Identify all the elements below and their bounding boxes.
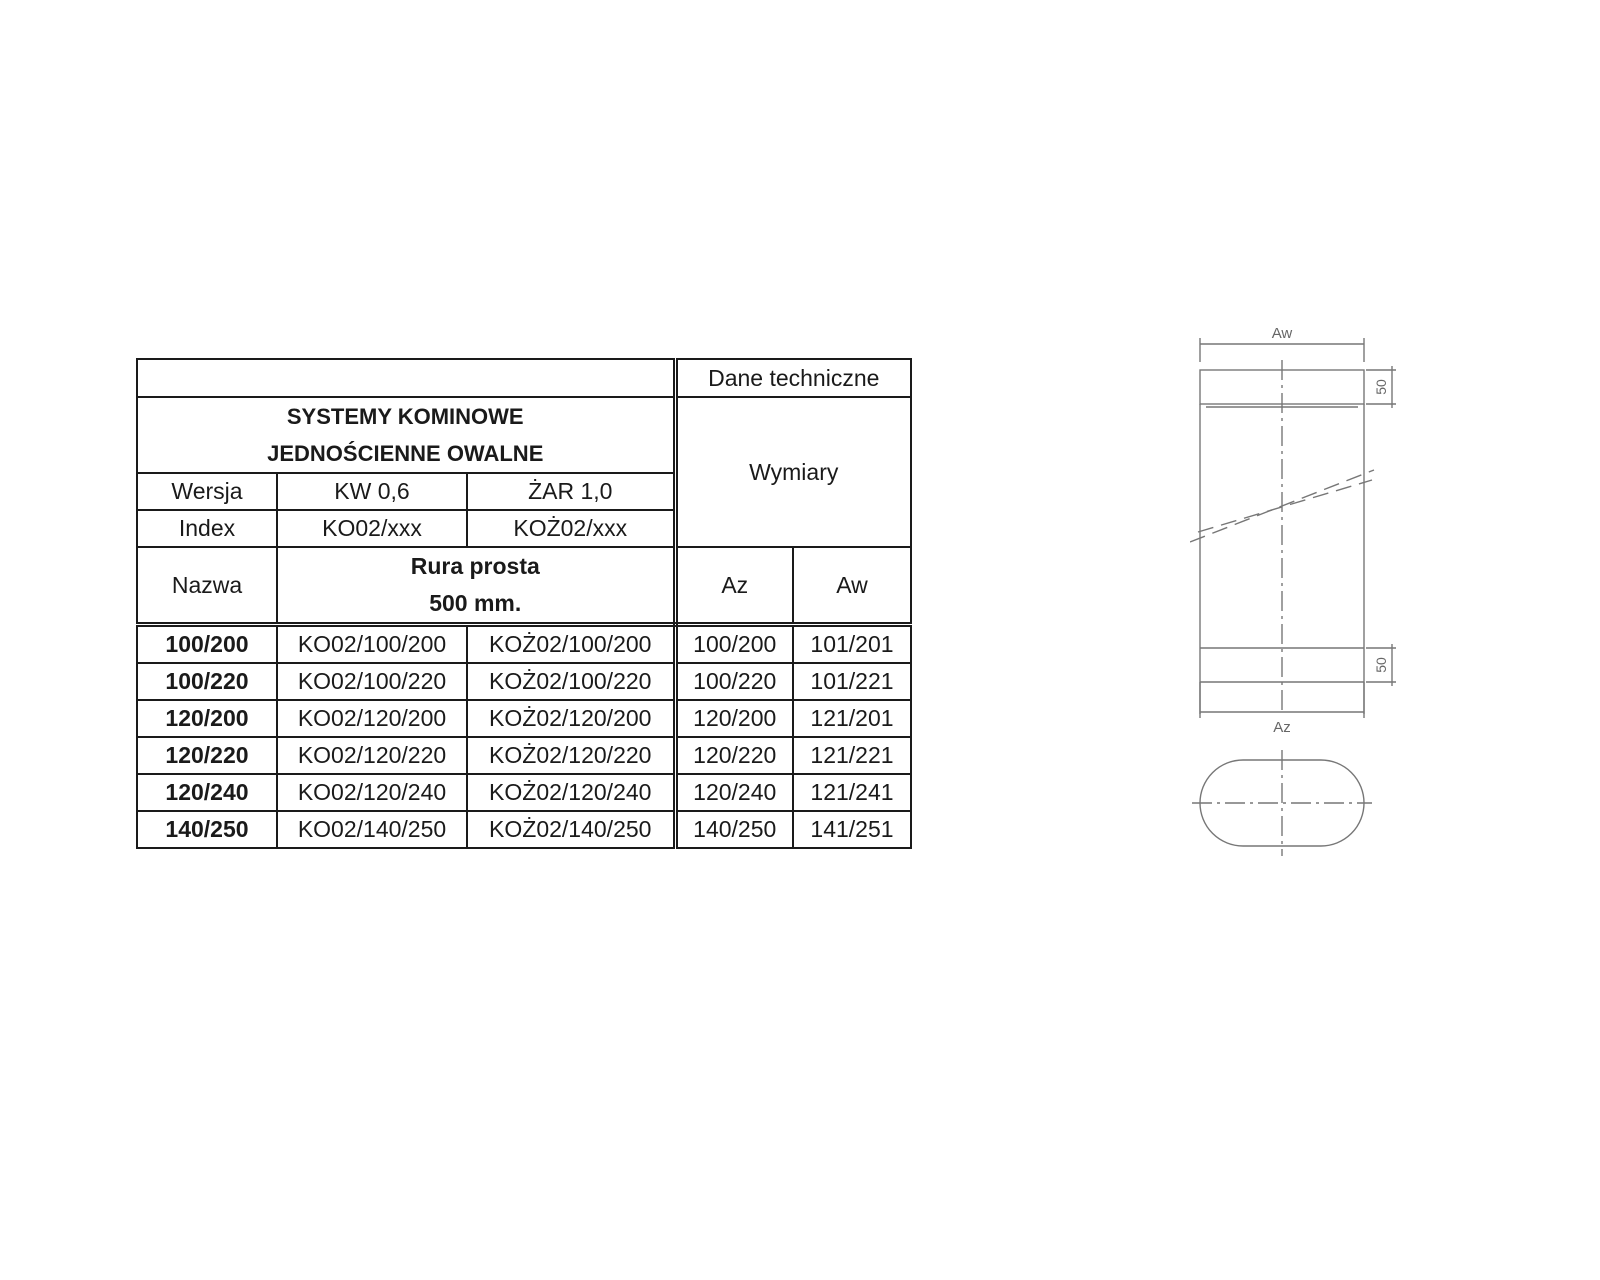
wersja-kw: KW 0,6 [277, 473, 467, 510]
table-row [137, 700, 911, 737]
row-kw-index: KO02/100/220 [277, 663, 467, 700]
az-label: Az [675, 547, 793, 625]
row-zar-index: KOŻ02/120/220 [467, 737, 675, 774]
top-collar-dimension: 50 [1373, 379, 1389, 395]
row-az: 140/250 [675, 811, 793, 848]
row-nazwa: 120/200 [137, 700, 277, 737]
index-label: Index [137, 510, 277, 547]
pipe-technical-drawing [1190, 320, 1430, 890]
title-line-1: SYSTEMY KOMINOWE [286, 404, 524, 429]
row-kw-index: KO02/140/250 [277, 811, 467, 848]
bottom-collar-dimension: 50 [1373, 657, 1389, 673]
product-line-1: Rura prosta [410, 553, 540, 579]
wersja-zar: ŻAR 1,0 [467, 473, 675, 510]
az-dimension-label: Az [1273, 719, 1291, 736]
row-aw: 141/251 [793, 811, 911, 848]
row-zar-index: KOŻ02/140/250 [467, 811, 675, 848]
row-az: 120/240 [675, 774, 793, 811]
row-nazwa: 140/250 [137, 811, 277, 848]
row-nazwa: 100/220 [137, 663, 277, 700]
header-empty-cell [137, 359, 675, 397]
title-line-2: JEDNOŚCIENNE OWALNE [267, 441, 544, 466]
row-kw-index: KO02/100/200 [277, 625, 467, 664]
row-zar-index: KOŻ02/100/200 [467, 625, 675, 664]
row-aw: 121/201 [793, 700, 911, 737]
index-kw: KO02/xxx [277, 510, 467, 547]
table-row [137, 737, 911, 774]
row-az: 120/220 [675, 737, 793, 774]
table-title [137, 397, 675, 473]
table-row [137, 811, 911, 848]
row-aw: 121/241 [793, 774, 911, 811]
row-zar-index: KOŻ02/100/220 [467, 663, 675, 700]
row-az: 120/200 [675, 700, 793, 737]
row-nazwa: 120/240 [137, 774, 277, 811]
row-kw-index: KO02/120/220 [277, 737, 467, 774]
wymiary-header: Wymiary [675, 397, 911, 547]
spec-table [136, 358, 912, 849]
index-zar: KOŻ02/xxx [467, 510, 675, 547]
row-kw-index: KO02/120/240 [277, 774, 467, 811]
dane-techniczne-header: Dane techniczne [675, 359, 911, 397]
product-name [277, 547, 675, 625]
row-zar-index: KOŻ02/120/240 [467, 774, 675, 811]
aw-label: Aw [793, 547, 911, 625]
row-aw: 101/201 [793, 625, 911, 664]
table-row [137, 625, 911, 664]
product-line-2: 500 mm. [429, 590, 522, 616]
table-row [137, 774, 911, 811]
row-aw: 101/221 [793, 663, 911, 700]
row-az: 100/200 [675, 625, 793, 664]
row-kw-index: KO02/120/200 [277, 700, 467, 737]
row-aw: 121/221 [793, 737, 911, 774]
wersja-label: Wersja [137, 473, 277, 510]
row-zar-index: KOŻ02/120/200 [467, 700, 675, 737]
row-nazwa: 100/200 [137, 625, 277, 664]
nazwa-label: Nazwa [137, 547, 277, 625]
row-az: 100/220 [675, 663, 793, 700]
row-nazwa: 120/220 [137, 737, 277, 774]
table-row [137, 663, 911, 700]
aw-dimension-label: Aw [1271, 325, 1293, 342]
